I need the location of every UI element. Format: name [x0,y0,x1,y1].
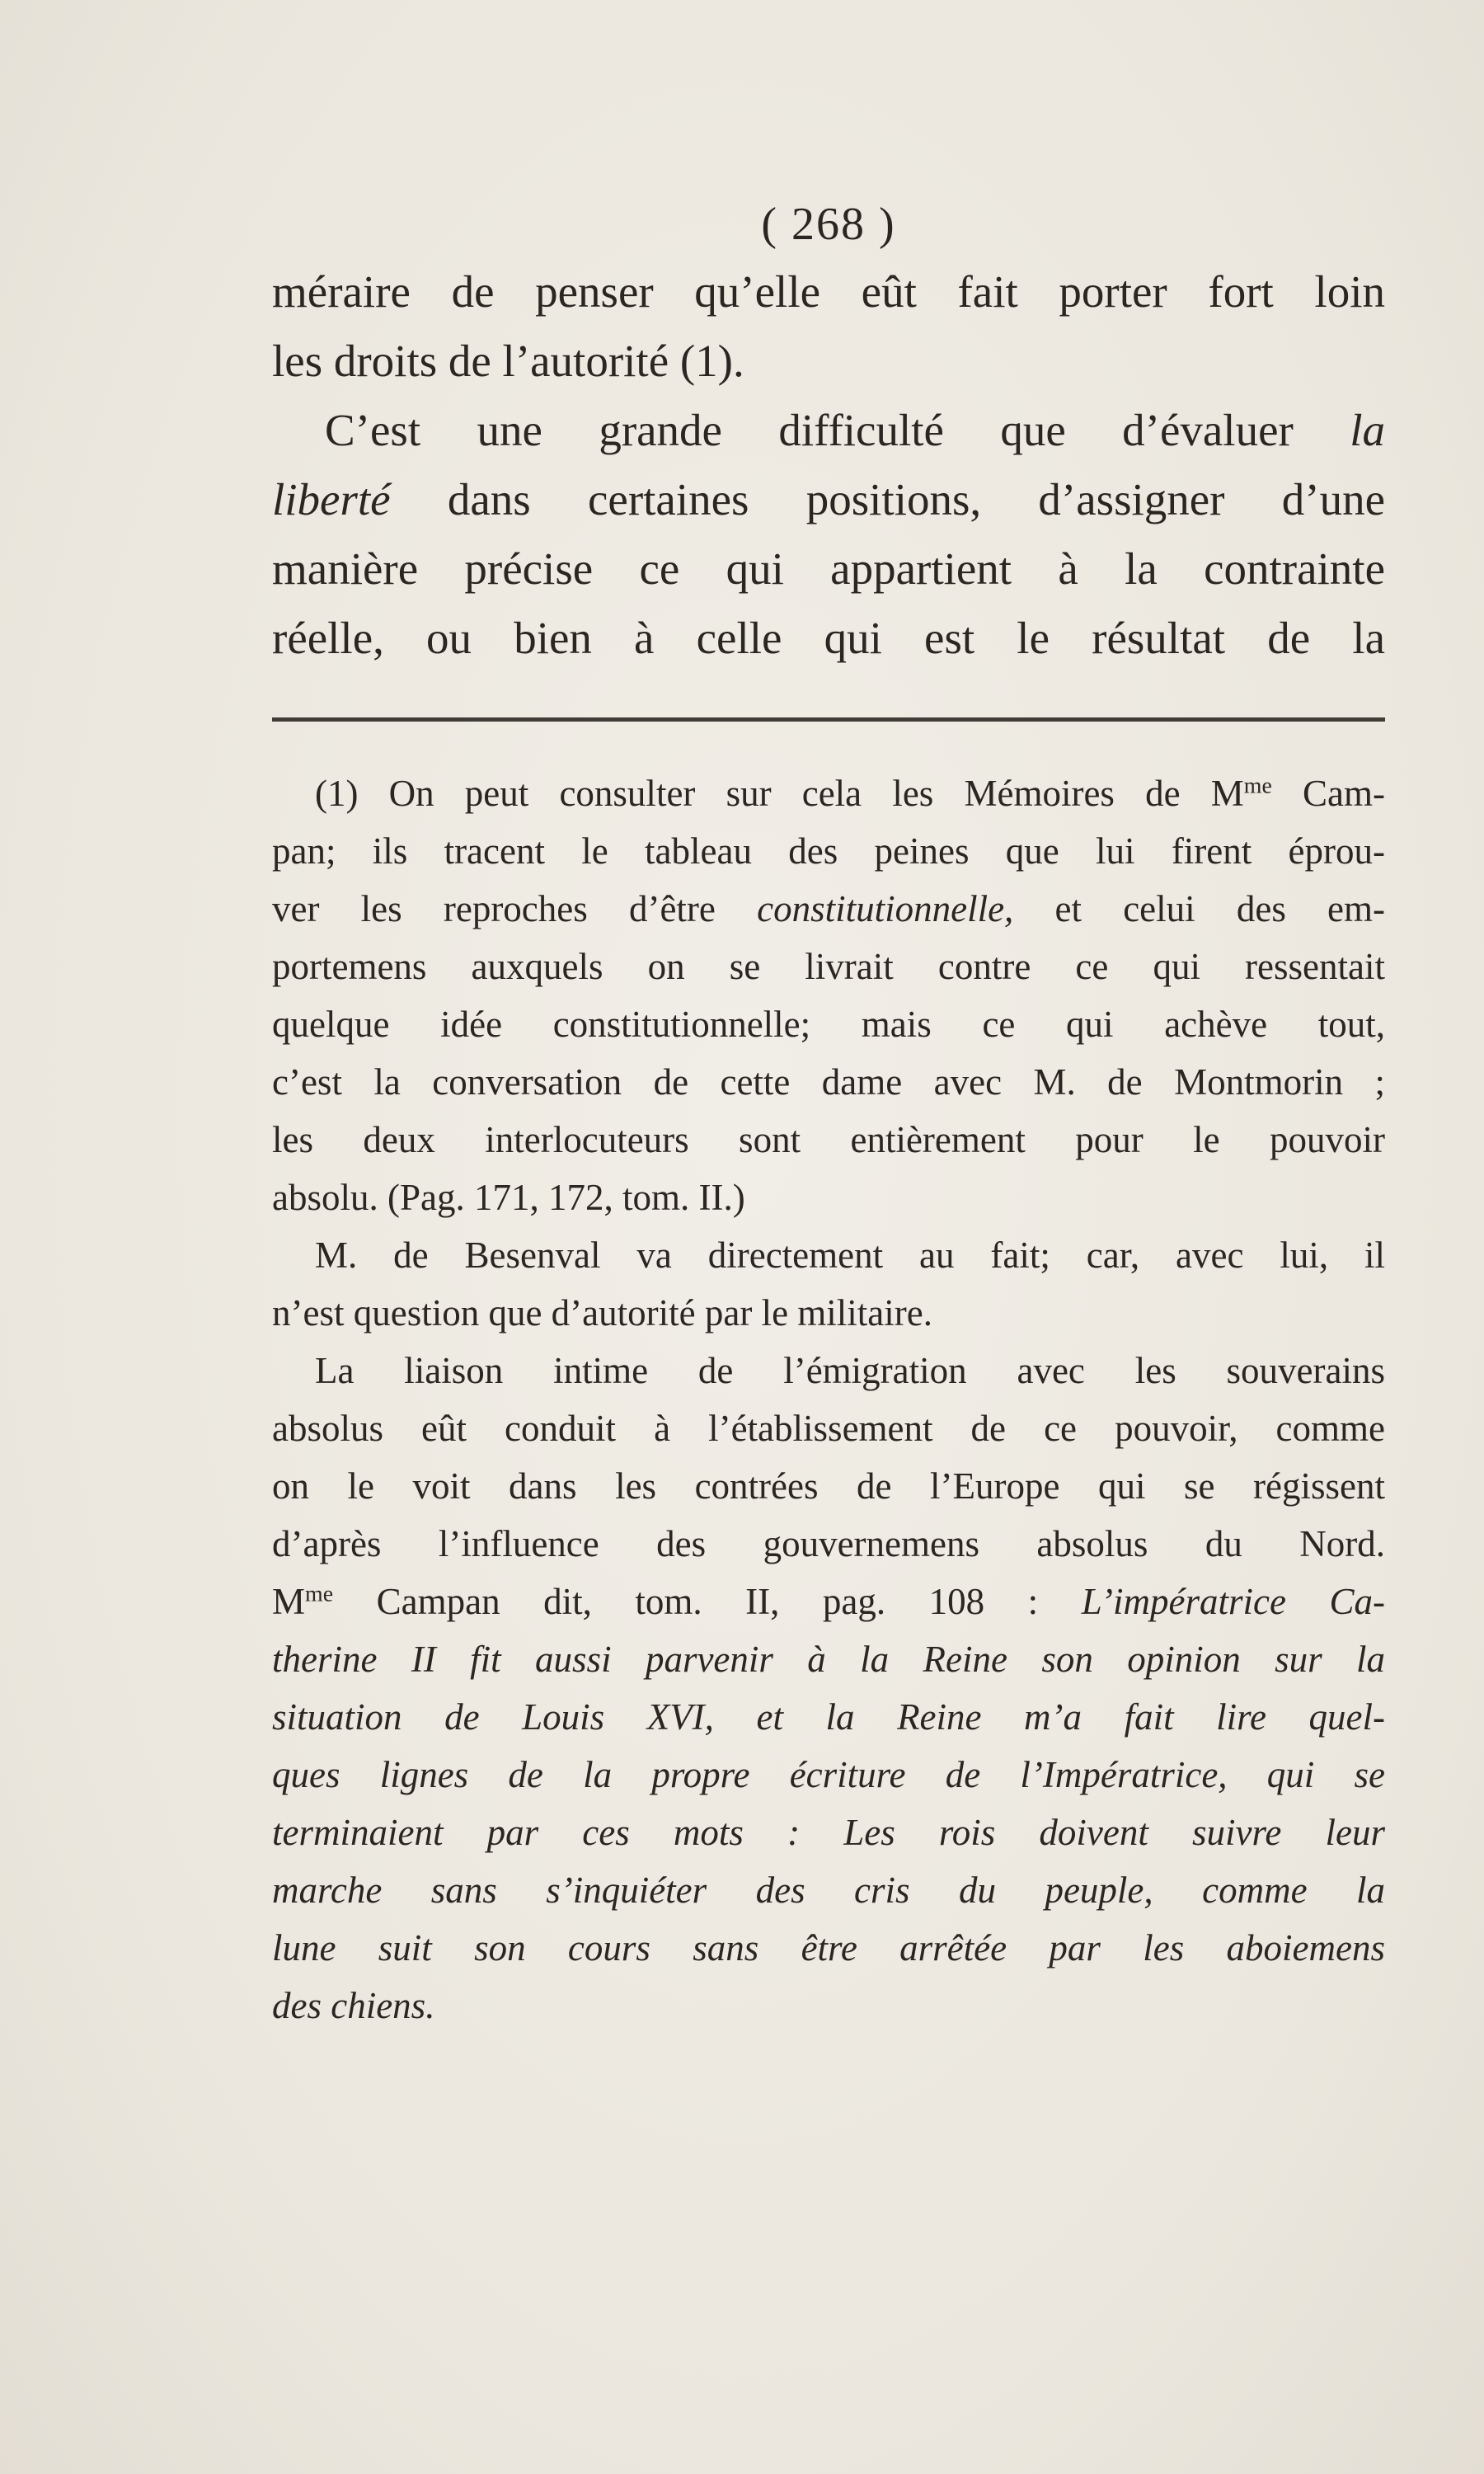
quote-line-2-text: situation de Louis XVI, et la Reine m’a fait lire quel- [272,1696,1385,1738]
quote-line-5-text: marche sans s’inquiéter des cris du peuple, comme la [272,1870,1385,1911]
footnote-line-4: portemens auxquels on se livrait contre ce qui ressentait [272,946,1385,987]
footnote-line-1-end: Cam- [1303,773,1385,814]
quote-line-1 [272,1630,1385,1688]
footnote-besenval-line-1: M. de Besenval va directement au fait; car, avec lui, il [315,1235,1385,1276]
body-para2-line-2-italic: liberté [272,474,391,524]
body-line-1: méraire de penser qu’elle eût fait porter fort loin [272,266,1385,317]
footnote-line-6: c’est la conversation de cette dame avec M. de Montmorin ; [272,1061,1385,1103]
quote-line-7 [272,1977,1385,2034]
quote-line-7-text: des chiens. [272,1985,435,2026]
body-para2-line-3: manière précise ce qui appartient à la contrainte [272,543,1385,594]
footnote-line-1 [272,764,1385,822]
quote-line-3 [272,1746,1385,1804]
footnote-line-3 [272,880,1385,938]
footnote-line-5: quelque idée constitutionnelle; mais ce qui achève tout, [272,1004,1385,1045]
footnote-liaison-line-4: d’après l’influence des gouvernemens absolus du Nord. [272,1523,1385,1564]
quote-line-4-text: terminaient par ces mots : Les rois doivent suivre leur [272,1812,1385,1853]
page-number: ( 268 ) [761,199,896,250]
footnote-besenval-line-2: n’est question que d’autorité par le militaire. [272,1292,932,1333]
body-line-2: les droits de l’autorité (1). [272,336,744,386]
footnote-liaison-line-5-pre: M [272,1581,306,1622]
quote-line-6-text: lune suit son cours sans être arrêtée par les aboiemens [272,1927,1385,1968]
footnote-line-8: absolu. (Pag. 171, 172, tom. II.) [272,1177,745,1218]
quote-line-6 [272,1919,1385,1977]
body-para2-line-1-text: C’est une grande difficulté que d’évaluer [325,405,1294,455]
quote-line-5 [272,1861,1385,1919]
body-para2-line-1 [272,396,1385,465]
footnote-liaison-line-3: on le voit dans les contrées de l’Europe qui se régissent [272,1465,1385,1507]
footnote-line-1-sup: me [1243,773,1272,799]
footnote-liaison-line-2: absolus eût conduit à l’établissement de ce pouvoir, comme [272,1408,1385,1449]
page-content [272,198,1385,2034]
footnote-line-3-text: ver les reproches d’être [272,888,716,929]
footnote-line-1-text: (1) On peut consulter sur cela les Mémoires de M [315,773,1244,814]
footnote-line-2: pan; ils tracent le tableau des peines que lui firent éprou- [272,830,1385,872]
quote-line-3-text: ques lignes de la propre écriture de l’Impératrice, qui se [272,1754,1385,1795]
footnote-liaison-line-1: La liaison intime de l’émigration avec les souverains [315,1350,1385,1391]
footnote-line-7: les deux interlocuteurs sont entièrement pour le pouvoir [272,1119,1385,1160]
body-para2-line-4: réelle, ou bien à celle qui est le résultat de la [272,613,1385,663]
footnote-liaison-line-5-italic: L’impératrice Ca- [1081,1581,1385,1622]
body-para2-line-1-italic: la [1350,405,1385,455]
quote-line-4 [272,1804,1385,1861]
footnote-separator [272,717,1385,722]
footnote-line-3-italic: constitutionnelle, [757,888,1014,929]
footnote-liaison-line-5-sup: me [305,1581,334,1607]
footnote-liaison-line-5 [272,1573,1385,1630]
footnote-liaison-line-5-text: Campan dit, tom. II, pag. 108 : [376,1581,1039,1622]
footnote-line-3-end: et celui des em- [1054,888,1385,929]
body-para2-line-2 [272,465,1385,534]
body-para2-line-2-text: dans certaines positions, d’assigner d’une [447,474,1385,524]
quote-line-2 [272,1688,1385,1746]
quote-line-1-text: therine II fit aussi parvenir à la Reine son opinion sur la [272,1639,1385,1680]
